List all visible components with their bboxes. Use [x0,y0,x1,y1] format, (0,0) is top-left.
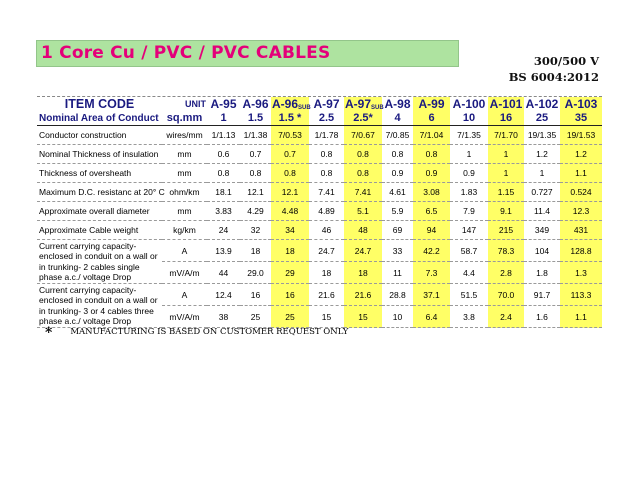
value-cell: 25 [524,111,560,126]
item-code-main: A-96 [242,97,269,111]
value-cell: 1.2 [560,145,602,164]
value-cell: 4.89 [309,202,344,221]
value-cell: 3.08 [413,183,450,202]
item-code-main: A-101 [489,97,523,111]
value-cell: 0.9 [413,164,450,183]
value-cell: 0.6 [207,145,240,164]
value-cell: 25 [240,306,271,328]
table-row [37,221,602,240]
value-cell: 18 [344,262,382,284]
value-cell: 2.5* [344,111,382,126]
value-cell: 0.8 [344,164,382,183]
spec-table-container [37,96,602,328]
item-code-cell [450,97,488,111]
item-code-sub: SUB [371,105,384,111]
value-cell: 0.8 [309,164,344,183]
item-code-main: A-102 [525,97,559,111]
table-row [37,164,602,183]
value-cell: 11 [382,262,413,284]
asterisk-marker: * [45,325,53,341]
value-cell: 7.41 [344,183,382,202]
row-unit: ohm/km [162,183,207,202]
value-cell: 11.4 [524,202,560,221]
table-row [37,126,602,145]
value-cell: 48 [344,221,382,240]
value-cell: 1.6 [524,306,560,328]
item-code-cell [524,97,560,111]
value-cell: 2.8 [488,262,524,284]
value-cell: 5.9 [382,202,413,221]
row-unit: mm [162,202,207,221]
footnote-text: MANUFACTURING IS BASED ON CUSTOMER REQUEST ONLY [70,327,349,337]
value-cell: 0.9 [382,164,413,183]
value-cell: 147 [450,221,488,240]
value-cell: 6 [413,111,450,126]
value-cell: 1.83 [450,183,488,202]
value-cell: 7/1.04 [413,126,450,145]
value-cell: 18 [271,240,309,262]
item-code-cell [344,97,382,111]
value-cell: 94 [413,221,450,240]
row-label: Approximate overall diameter [37,202,162,221]
row-unit: mm [162,145,207,164]
value-cell: 0.8 [344,145,382,164]
value-cell: 0.8 [413,145,450,164]
value-cell: 33 [382,240,413,262]
value-cell: 1.5 [240,111,271,126]
item-code-cell [560,97,602,111]
title-bar [36,40,459,67]
value-cell: 32 [240,221,271,240]
value-cell: 215 [488,221,524,240]
spec-table [37,97,602,328]
value-cell: 0.7 [271,145,309,164]
value-cell: 1.1 [560,306,602,328]
value-cell: 10 [382,306,413,328]
row-unit: sq.mm [162,111,207,126]
row-label: Approximate Cable weight [37,221,162,240]
value-cell: 12.3 [560,202,602,221]
value-cell: 16 [488,111,524,126]
value-cell: 10 [450,111,488,126]
value-cell: 28.8 [382,284,413,306]
value-cell: 1.8 [524,262,560,284]
item-code-main: A-100 [452,97,486,111]
standard-label: BS 6004:2012 [508,70,599,84]
value-cell: 5.1 [344,202,382,221]
item-code-main: A-97 [313,97,340,111]
value-cell: 7/0.67 [344,126,382,145]
item-code-sub: SUB [298,105,311,111]
value-cell: 51.5 [450,284,488,306]
value-cell: 12.1 [271,183,309,202]
value-cell: 1/1.38 [240,126,271,145]
item-code-cell [488,97,524,111]
value-cell: 0.8 [309,145,344,164]
value-cell: 7.41 [309,183,344,202]
item-code-main: A-97 [345,97,372,111]
row-label: Thickness of oversheath [37,164,162,183]
value-cell: 19/1.53 [560,126,602,145]
value-cell: 9.1 [488,202,524,221]
item-code-main: A-103 [564,97,598,111]
value-cell: 4.61 [382,183,413,202]
value-cell: 349 [524,221,560,240]
item-code-cell [309,97,344,111]
row-unit: A [162,284,207,306]
value-cell: 1 [488,145,524,164]
value-cell: 78.3 [488,240,524,262]
page-title: 1 Core Cu / PVC / PVC CABLES [41,43,331,63]
item-code-cell [382,97,413,111]
capacity-label: Current carrying capacity- enclosed in conduit on a wall or in trunking- 3 or 4 cables three phase a.c./ voltage Drop [37,284,162,328]
value-cell: 7/0.53 [271,126,309,145]
row-unit: kg/km [162,221,207,240]
item-code-cell [413,97,450,111]
value-cell: 15 [309,306,344,328]
value-cell: 4.29 [240,202,271,221]
value-cell: 1 [524,164,560,183]
value-cell: 12.4 [207,284,240,306]
value-cell: 431 [560,221,602,240]
value-cell: 1.5 * [271,111,309,126]
item-code-main: A-98 [384,97,411,111]
value-cell: 18 [240,240,271,262]
row-unit: mm [162,164,207,183]
value-cell: 4.48 [271,202,309,221]
value-cell: 18 [309,262,344,284]
item-code-main: A-99 [418,97,445,111]
item-code-cell [271,97,309,111]
row-unit: A [162,240,207,262]
table-row [37,183,602,202]
value-cell: 38 [207,306,240,328]
value-cell: 0.8 [271,164,309,183]
voltage-rating: 300/500 V [533,54,599,68]
value-cell: 29.0 [240,262,271,284]
capacity-label: Current carrying capacity- enclosed in conduit on a wall or in trunking- 2 cables single phase a.c./ voltage Drop [37,240,162,284]
value-cell: 7.3 [413,262,450,284]
row-unit: mV/A/m [162,262,207,284]
value-cell: 0.8 [207,164,240,183]
value-cell: 1 [488,164,524,183]
value-cell: 6.4 [413,306,450,328]
value-cell: 29 [271,262,309,284]
value-cell: 2.5 [309,111,344,126]
value-cell: 18.1 [207,183,240,202]
value-cell: 15 [344,306,382,328]
value-cell: 1.2 [524,145,560,164]
spec-table-body [37,97,602,328]
value-cell: 104 [524,240,560,262]
value-cell: 24 [207,221,240,240]
value-cell: 16 [240,284,271,306]
item-code-main: A-96 [272,97,299,111]
value-cell: 0.524 [560,183,602,202]
value-cell: 1 [450,145,488,164]
header-row [37,97,602,111]
value-cell: 69 [382,221,413,240]
row-unit: wires/mm [162,126,207,145]
table-row [37,202,602,221]
value-cell: 7.9 [450,202,488,221]
capacity-row [37,240,602,262]
value-cell: 25 [271,306,309,328]
value-cell: 37.1 [413,284,450,306]
value-cell: 44 [207,262,240,284]
value-cell: 21.6 [309,284,344,306]
value-cell: 35 [560,111,602,126]
unit-header: UNIT [185,99,206,109]
value-cell: 1.1 [560,164,602,183]
value-cell: 70.0 [488,284,524,306]
row-label: Nominal Thickness of insulation [37,145,162,164]
value-cell: 19/1.35 [524,126,560,145]
row-unit: mV/A/m [162,306,207,328]
value-cell: 0.7 [240,145,271,164]
value-cell: 16 [271,284,309,306]
value-cell: 1 [207,111,240,126]
value-cell: 2.4 [488,306,524,328]
value-cell: 7/0.85 [382,126,413,145]
value-cell: 12.1 [240,183,271,202]
value-cell: 7/1.35 [450,126,488,145]
value-cell: 1/1.78 [309,126,344,145]
value-cell: 0.8 [240,164,271,183]
item-code-header: ITEM CODE [64,97,135,111]
value-cell: 113.3 [560,284,602,306]
value-cell: 128.8 [560,240,602,262]
value-cell: 1.3 [560,262,602,284]
value-cell: 91.7 [524,284,560,306]
value-cell: 0.9 [450,164,488,183]
value-cell: 58.7 [450,240,488,262]
value-cell: 6.5 [413,202,450,221]
item-code-cell [207,97,240,111]
row-label: Maximum D.C. resistanc at 20° C [37,183,162,202]
row-label: Nominal Area of Conduct [37,111,162,126]
value-cell: 0.8 [382,145,413,164]
item-code-cell [240,97,271,111]
value-cell: 0.727 [524,183,560,202]
value-cell: 46 [309,221,344,240]
value-cell: 34 [271,221,309,240]
value-cell: 3.83 [207,202,240,221]
row-label: Conductor construction [37,126,162,145]
value-cell: 24.7 [344,240,382,262]
value-cell: 21.6 [344,284,382,306]
value-cell: 4.4 [450,262,488,284]
value-cell: 4 [382,111,413,126]
value-cell: 24.7 [309,240,344,262]
item-code-main: A-95 [210,97,237,111]
value-cell: 1/1.13 [207,126,240,145]
value-cell: 42.2 [413,240,450,262]
value-cell: 7/1.70 [488,126,524,145]
value-cell: 13.9 [207,240,240,262]
capacity-row [37,284,602,306]
nominal-area-row [37,111,602,126]
value-cell: 3.8 [450,306,488,328]
table-row [37,145,602,164]
footnote [45,322,349,341]
value-cell: 1.15 [488,183,524,202]
